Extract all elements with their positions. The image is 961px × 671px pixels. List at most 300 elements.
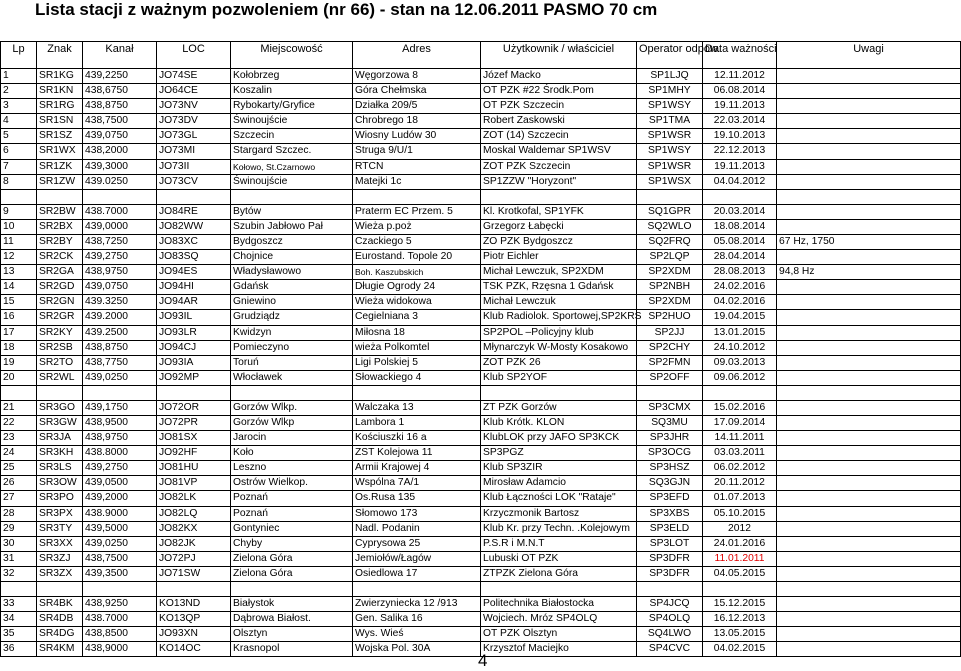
- cell-znak: SR4BK: [37, 597, 83, 611]
- cell-lp: 6: [1, 144, 37, 158]
- cell-data: 12.11.2012: [703, 69, 777, 83]
- cell-uwagi: [777, 522, 961, 536]
- cell-uwagi: [777, 280, 961, 294]
- cell-uwagi: [777, 612, 961, 626]
- empty-cell: [637, 582, 703, 596]
- cell-kanal: 438,7750: [83, 356, 157, 370]
- header-znak: Znak: [37, 42, 83, 68]
- cell-uzytkownik: Piotr Eichler: [481, 250, 637, 264]
- cell-uzytkownik: Wojciech. Mróz SP4OLQ: [481, 612, 637, 626]
- cell-operator: SP4JCQ: [637, 597, 703, 611]
- cell-adres: Słowackiego 4: [353, 371, 481, 385]
- cell-miejscowosc: Poznań: [231, 507, 353, 521]
- cell-loc: JO81VP: [157, 476, 231, 490]
- cell-adres: Nadl. Podanin: [353, 522, 481, 536]
- cell-loc: JO83XC: [157, 235, 231, 249]
- empty-cell: [703, 582, 777, 596]
- cell-miejscowosc: Chyby: [231, 537, 353, 551]
- cell-adres: Cegielniana 3: [353, 310, 481, 324]
- header-loc: LOC: [157, 42, 231, 68]
- cell-miejscowosc: Ostrów Wielkop.: [231, 476, 353, 490]
- cell-znak: SR1RG: [37, 99, 83, 113]
- table-row: [1, 476, 961, 491]
- table-row: [1, 461, 961, 476]
- cell-miejscowosc: Kołobrzeg: [231, 69, 353, 83]
- table-row: [1, 341, 961, 356]
- table-row: [1, 431, 961, 446]
- cell-uzytkownik: KlubLOK przy JAFO SP3KCK: [481, 431, 637, 445]
- cell-uzytkownik: Klub Radiolok. Sportowej,SP2KRS: [481, 310, 637, 324]
- cell-operator: SQ2FRQ: [637, 235, 703, 249]
- cell-lp: 2: [1, 84, 37, 98]
- cell-data: 18.08.2014: [703, 220, 777, 234]
- cell-lp: 23: [1, 431, 37, 445]
- cell-adres: Góra Chełmska: [353, 84, 481, 98]
- empty-cell: [37, 190, 83, 204]
- cell-miejscowosc: Grudziądz: [231, 310, 353, 324]
- cell-lp: 3: [1, 99, 37, 113]
- empty-cell: [481, 386, 637, 400]
- cell-data: 11.01.2011: [703, 552, 777, 566]
- header-row: [1, 42, 961, 69]
- cell-miejscowosc: Rybokarty/Gryfice: [231, 99, 353, 113]
- table-row: [1, 99, 961, 114]
- cell-kanal: 438,9250: [83, 597, 157, 611]
- cell-adres: Słomowo 173: [353, 507, 481, 521]
- cell-data: 03.03.2011: [703, 446, 777, 460]
- cell-data: 09.03.2013: [703, 356, 777, 370]
- cell-uwagi: [777, 84, 961, 98]
- cell-lp: 29: [1, 522, 37, 536]
- cell-lp: 21: [1, 401, 37, 415]
- cell-adres: Wieża widokowa: [353, 295, 481, 309]
- table-row: [1, 235, 961, 250]
- table-row: [1, 522, 961, 537]
- table-row: [1, 326, 961, 341]
- cell-miejscowosc: Gdańsk: [231, 280, 353, 294]
- cell-operator: SP4CVC: [637, 642, 703, 656]
- cell-lp: 8: [1, 175, 37, 189]
- cell-adres: Armii Krajowej 4: [353, 461, 481, 475]
- empty-cell: [481, 190, 637, 204]
- cell-uwagi: [777, 175, 961, 189]
- cell-adres: Praterm EC Przem. 5: [353, 205, 481, 219]
- cell-lp: 24: [1, 446, 37, 460]
- cell-miejscowosc: Kołowo, St.Czarnowo: [231, 160, 353, 174]
- cell-miejscowosc: Świnoujście: [231, 175, 353, 189]
- cell-loc: JO71SW: [157, 567, 231, 581]
- cell-adres: Lambora 1: [353, 416, 481, 430]
- cell-data: 28.04.2014: [703, 250, 777, 264]
- cell-adres: Eurostand. Topole 20: [353, 250, 481, 264]
- cell-kanal: 438.8000: [83, 446, 157, 460]
- cell-znak: SR2TO: [37, 356, 83, 370]
- cell-uwagi: [777, 144, 961, 158]
- cell-data: 06.08.2014: [703, 84, 777, 98]
- empty-cell: [37, 386, 83, 400]
- cell-znak: SR3JA: [37, 431, 83, 445]
- cell-data: 09.06.2012: [703, 371, 777, 385]
- empty-cell: [1, 190, 37, 204]
- cell-kanal: 438,8750: [83, 99, 157, 113]
- cell-kanal: 439,0250: [83, 537, 157, 551]
- cell-adres: Działka 209/5: [353, 99, 481, 113]
- cell-lp: 5: [1, 129, 37, 143]
- cell-miejscowosc: Szczecin: [231, 129, 353, 143]
- cell-operator: SP1WSR: [637, 129, 703, 143]
- cell-uzytkownik: Moskal Waldemar SP1WSV: [481, 144, 637, 158]
- cell-kanal: 438,9750: [83, 431, 157, 445]
- cell-kanal: 438,9750: [83, 265, 157, 279]
- cell-znak: SR2GN: [37, 295, 83, 309]
- cell-uzytkownik: SP2POL –Policyjny klub: [481, 326, 637, 340]
- cell-uwagi: [777, 205, 961, 219]
- empty-cell: [231, 582, 353, 596]
- cell-kanal: 438.7000: [83, 205, 157, 219]
- cell-loc: JO72OR: [157, 401, 231, 415]
- cell-adres: Boh. Kaszubskich: [353, 265, 481, 279]
- cell-adres: Chrobrego 18: [353, 114, 481, 128]
- cell-data: 20.11.2012: [703, 476, 777, 490]
- cell-uzytkownik: Krzyczmonik Bartosz: [481, 507, 637, 521]
- cell-znak: SR2GA: [37, 265, 83, 279]
- cell-kanal: 438.7000: [83, 612, 157, 626]
- cell-loc: JO94ES: [157, 265, 231, 279]
- cell-operator: SQ2WLO: [637, 220, 703, 234]
- table-row: [1, 356, 961, 371]
- cell-operator: SP3JHR: [637, 431, 703, 445]
- cell-loc: JO94AR: [157, 295, 231, 309]
- cell-loc: JO92MP: [157, 371, 231, 385]
- cell-uwagi: [777, 129, 961, 143]
- cell-uzytkownik: Politechnika Białostocka: [481, 597, 637, 611]
- cell-znak: SR3KH: [37, 446, 83, 460]
- cell-kanal: 438,7500: [83, 114, 157, 128]
- empty-cell: [83, 190, 157, 204]
- cell-uzytkownik: Lubuski OT PZK: [481, 552, 637, 566]
- cell-operator: SP2XDM: [637, 295, 703, 309]
- cell-miejscowosc: Poznań: [231, 491, 353, 505]
- cell-znak: SR3LS: [37, 461, 83, 475]
- cell-adres: Wieża p.poż: [353, 220, 481, 234]
- cell-uzytkownik: Michał Lewczuk, SP2XDM: [481, 265, 637, 279]
- cell-miejscowosc: Koło: [231, 446, 353, 460]
- cell-znak: SR3PO: [37, 491, 83, 505]
- cell-loc: KO13ND: [157, 597, 231, 611]
- cell-miejscowosc: Białystok: [231, 597, 353, 611]
- cell-adres: ZST Kolejowa 11: [353, 446, 481, 460]
- cell-data: 24.02.2016: [703, 280, 777, 294]
- cell-operator: SP3LOT: [637, 537, 703, 551]
- cell-loc: JO82LK: [157, 491, 231, 505]
- cell-loc: JO82JK: [157, 537, 231, 551]
- header-operator: Operator odpow.: [637, 42, 703, 68]
- cell-kanal: 439.3250: [83, 295, 157, 309]
- cell-miejscowosc: Koszalin: [231, 84, 353, 98]
- cell-loc: JO81HU: [157, 461, 231, 475]
- table-row: [1, 265, 961, 280]
- cell-znak: SR2SB: [37, 341, 83, 355]
- header-lp: Lp: [1, 42, 37, 68]
- cell-kanal: 438,7250: [83, 235, 157, 249]
- cell-adres: Os.Rusa 135: [353, 491, 481, 505]
- station-table: [0, 41, 961, 657]
- cell-uwagi: [777, 507, 961, 521]
- cell-loc: JO82KX: [157, 522, 231, 536]
- cell-uwagi: [777, 310, 961, 324]
- cell-adres: Ligi Polskiej 5: [353, 356, 481, 370]
- cell-kanal: 439,5000: [83, 522, 157, 536]
- header-kanal: Kanał: [83, 42, 157, 68]
- cell-operator: SP2XDM: [637, 265, 703, 279]
- cell-miejscowosc: Zielona Góra: [231, 552, 353, 566]
- cell-uwagi: [777, 99, 961, 113]
- cell-uwagi: [777, 160, 961, 174]
- cell-znak: SR1WX: [37, 144, 83, 158]
- cell-loc: JO81SX: [157, 431, 231, 445]
- cell-operator: SP1WSR: [637, 160, 703, 174]
- cell-kanal: 439,3000: [83, 160, 157, 174]
- cell-uwagi: [777, 416, 961, 430]
- table-row: [1, 250, 961, 265]
- empty-cell: [157, 190, 231, 204]
- table-row: [1, 567, 961, 582]
- cell-znak: SR2BW: [37, 205, 83, 219]
- cell-lp: 19: [1, 356, 37, 370]
- cell-adres: Wspólna 7A/1: [353, 476, 481, 490]
- cell-loc: JO94CJ: [157, 341, 231, 355]
- cell-lp: 9: [1, 205, 37, 219]
- empty-cell: [83, 386, 157, 400]
- cell-data: 28.08.2013: [703, 265, 777, 279]
- table-row: [1, 612, 961, 627]
- cell-miejscowosc: Leszno: [231, 461, 353, 475]
- empty-cell: [777, 190, 961, 204]
- cell-operator: SP2JJ: [637, 326, 703, 340]
- cell-operator: SP1WSX: [637, 175, 703, 189]
- empty-cell: [157, 582, 231, 596]
- empty-cell: [703, 386, 777, 400]
- empty-cell: [157, 386, 231, 400]
- cell-kanal: 439,0000: [83, 220, 157, 234]
- cell-lp: 30: [1, 537, 37, 551]
- table-row: [1, 371, 961, 386]
- page-title: Lista stacji z ważnym pozwoleniem (nr 66) - stan na 12.06.2011 PASMO 70 cm: [35, 0, 658, 19]
- cell-uzytkownik: ZOT PZK Szczecin: [481, 160, 637, 174]
- cell-loc: KO14OC: [157, 642, 231, 656]
- cell-lp: 16: [1, 310, 37, 324]
- cell-lp: 17: [1, 326, 37, 340]
- cell-operator: SP1WSY: [637, 144, 703, 158]
- table-row: [1, 205, 961, 220]
- cell-lp: 20: [1, 371, 37, 385]
- cell-miejscowosc: Krasnopol: [231, 642, 353, 656]
- table-row: [1, 144, 961, 159]
- cell-operator: SP3DFR: [637, 567, 703, 581]
- cell-znak: SR2BY: [37, 235, 83, 249]
- cell-uzytkownik: P.S.R i M.N.T: [481, 537, 637, 551]
- cell-lp: 13: [1, 265, 37, 279]
- cell-miejscowosc: Toruń: [231, 356, 353, 370]
- cell-znak: SR3PX: [37, 507, 83, 521]
- cell-uwagi: [777, 250, 961, 264]
- cell-uwagi: [777, 326, 961, 340]
- table-row: [1, 627, 961, 642]
- cell-uzytkownik: Klub Krótk. KLON: [481, 416, 637, 430]
- cell-loc: JO93IA: [157, 356, 231, 370]
- cell-kanal: 439.0250: [83, 175, 157, 189]
- cell-miejscowosc: Włocławek: [231, 371, 353, 385]
- cell-uzytkownik: Klub SP2YOF: [481, 371, 637, 385]
- cell-kanal: 439,0750: [83, 129, 157, 143]
- empty-cell: [353, 386, 481, 400]
- group-separator: [1, 386, 961, 401]
- cell-lp: 18: [1, 341, 37, 355]
- cell-operator: SP3OCG: [637, 446, 703, 460]
- cell-operator: SQ3GJN: [637, 476, 703, 490]
- cell-operator: SP3XBS: [637, 507, 703, 521]
- empty-cell: [637, 386, 703, 400]
- cell-data: 19.04.2015: [703, 310, 777, 324]
- cell-uwagi: [777, 114, 961, 128]
- cell-adres: Czackiego 5: [353, 235, 481, 249]
- cell-loc: JO73CV: [157, 175, 231, 189]
- cell-loc: JO73II: [157, 160, 231, 174]
- header-adres: Adres: [353, 42, 481, 68]
- cell-znak: SR1KG: [37, 69, 83, 83]
- cell-uzytkownik: Józef Macko: [481, 69, 637, 83]
- cell-loc: JO82LQ: [157, 507, 231, 521]
- cell-loc: JO72PR: [157, 416, 231, 430]
- cell-znak: SR1KN: [37, 84, 83, 98]
- cell-lp: 22: [1, 416, 37, 430]
- table-row: [1, 160, 961, 175]
- cell-kanal: 439,2750: [83, 250, 157, 264]
- cell-loc: JO73NV: [157, 99, 231, 113]
- cell-data: 01.07.2013: [703, 491, 777, 505]
- cell-uzytkownik: Krzysztof Maciejko: [481, 642, 637, 656]
- cell-data: 04.05.2015: [703, 567, 777, 581]
- cell-kanal: 438,2000: [83, 144, 157, 158]
- cell-kanal: 438,7500: [83, 552, 157, 566]
- cell-uwagi: [777, 371, 961, 385]
- cell-uzytkownik: ZOT PZK 26: [481, 356, 637, 370]
- table-row: [1, 401, 961, 416]
- table-row: [1, 114, 961, 129]
- cell-loc: JO93IL: [157, 310, 231, 324]
- cell-adres: Jemiołów/Łagów: [353, 552, 481, 566]
- cell-data: 17.09.2014: [703, 416, 777, 430]
- cell-uwagi: [777, 431, 961, 445]
- cell-operator: SQ3MU: [637, 416, 703, 430]
- cell-uzytkownik: ZTPZK Zielona Góra: [481, 567, 637, 581]
- cell-data: 05.08.2014: [703, 235, 777, 249]
- cell-kanal: 439,2250: [83, 69, 157, 83]
- cell-uzytkownik: Mirosław Adamcio: [481, 476, 637, 490]
- cell-operator: SP2LQP: [637, 250, 703, 264]
- cell-adres: Kościuszki 16 a: [353, 431, 481, 445]
- cell-uwagi: [777, 220, 961, 234]
- cell-uwagi: [777, 295, 961, 309]
- group-separator: [1, 190, 961, 205]
- cell-adres: Matejki 1c: [353, 175, 481, 189]
- cell-adres: Miłosna 18: [353, 326, 481, 340]
- cell-loc: JO83SQ: [157, 250, 231, 264]
- cell-uwagi: [777, 461, 961, 475]
- cell-adres: wieża Polkomtel: [353, 341, 481, 355]
- cell-operator: SP1MHY: [637, 84, 703, 98]
- empty-cell: [231, 386, 353, 400]
- cell-data: 13.01.2015: [703, 326, 777, 340]
- header-data: Data ważności: [703, 42, 777, 68]
- cell-operator: SP1WSY: [637, 99, 703, 113]
- cell-adres: Walczaka 13: [353, 401, 481, 415]
- table-row: [1, 446, 961, 461]
- cell-znak: SR2GD: [37, 280, 83, 294]
- cell-lp: 15: [1, 295, 37, 309]
- cell-miejscowosc: Chojnice: [231, 250, 353, 264]
- header-uwagi: Uwagi: [777, 42, 961, 68]
- table-row: [1, 280, 961, 295]
- cell-znak: SR3ZX: [37, 567, 83, 581]
- cell-lp: 32: [1, 567, 37, 581]
- cell-znak: SR4DB: [37, 612, 83, 626]
- cell-operator: SP2CHY: [637, 341, 703, 355]
- cell-data: 04.02.2015: [703, 642, 777, 656]
- cell-znak: SR1SZ: [37, 129, 83, 143]
- cell-miejscowosc: Bytów: [231, 205, 353, 219]
- cell-kanal: 439,0500: [83, 476, 157, 490]
- cell-operator: SP1LJQ: [637, 69, 703, 83]
- cell-loc: JO74SE: [157, 69, 231, 83]
- cell-lp: 14: [1, 280, 37, 294]
- cell-lp: 4: [1, 114, 37, 128]
- table-row: [1, 175, 961, 190]
- cell-uzytkownik: TSK PZK, Rzęsna 1 Gdańsk: [481, 280, 637, 294]
- cell-adres: Wiosny Ludów 30: [353, 129, 481, 143]
- cell-kanal: 438,9500: [83, 416, 157, 430]
- cell-uwagi: [777, 401, 961, 415]
- cell-loc: JO72PJ: [157, 552, 231, 566]
- cell-kanal: 438,9000: [83, 642, 157, 656]
- cell-data: 19.10.2013: [703, 129, 777, 143]
- empty-cell: [1, 386, 37, 400]
- cell-loc: JO73MI: [157, 144, 231, 158]
- cell-data: 13.05.2015: [703, 627, 777, 641]
- cell-kanal: 439,2000: [83, 491, 157, 505]
- cell-data: 19.11.2013: [703, 99, 777, 113]
- cell-loc: JO82WW: [157, 220, 231, 234]
- cell-znak: SR2CK: [37, 250, 83, 264]
- cell-operator: SP3HSZ: [637, 461, 703, 475]
- cell-loc: JO73DV: [157, 114, 231, 128]
- empty-cell: [481, 582, 637, 596]
- cell-operator: SP3EFD: [637, 491, 703, 505]
- empty-cell: [37, 582, 83, 596]
- cell-miejscowosc: Gontyniec: [231, 522, 353, 536]
- cell-lp: 33: [1, 597, 37, 611]
- cell-uwagi: [777, 552, 961, 566]
- cell-adres: Gen. Salika 16: [353, 612, 481, 626]
- cell-data: 20.03.2014: [703, 205, 777, 219]
- table-row: [1, 129, 961, 144]
- cell-znak: SR3XX: [37, 537, 83, 551]
- cell-kanal: 439.2500: [83, 326, 157, 340]
- cell-miejscowosc: Pomieczyno: [231, 341, 353, 355]
- cell-data: 15.02.2016: [703, 401, 777, 415]
- cell-loc: JO84RE: [157, 205, 231, 219]
- cell-data: 14.11.2011: [703, 431, 777, 445]
